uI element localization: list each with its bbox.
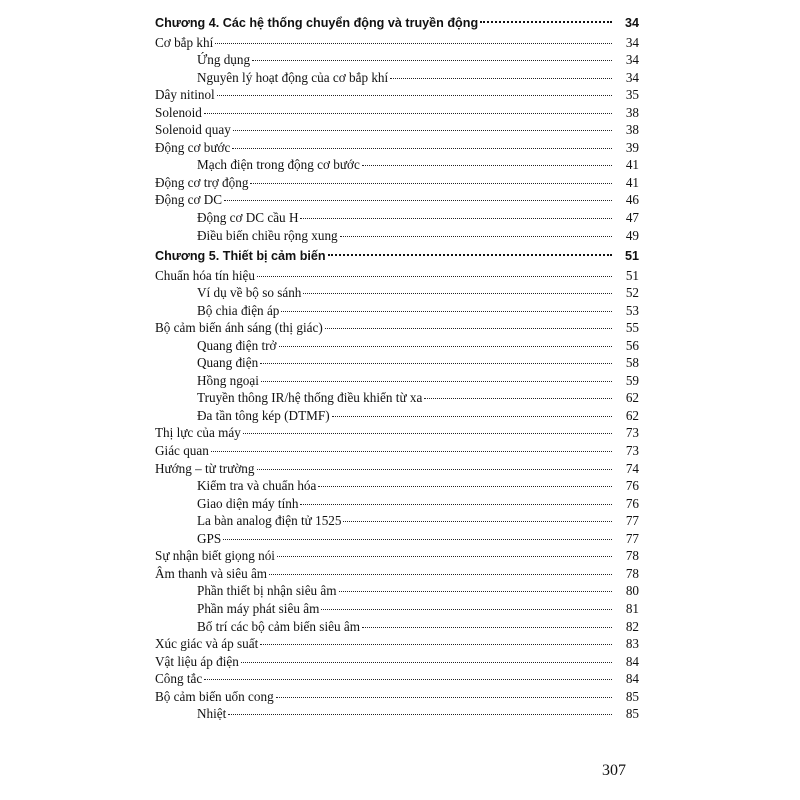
toc-entry-page: 77 — [625, 513, 639, 529]
dot-leader — [362, 627, 612, 628]
dot-leader — [223, 539, 612, 540]
toc-entry-title: Giao diện máy tính — [197, 495, 299, 511]
dot-leader — [390, 78, 612, 79]
toc-entry-title: Hướng – từ trường — [155, 460, 255, 476]
toc-entry-title: La bàn analog điện tử 1525 — [197, 513, 342, 529]
toc-entry-page: 78 — [625, 548, 639, 564]
toc-entry — [155, 139, 639, 157]
toc-entry — [155, 477, 639, 495]
toc-entry-title: Bộ cảm biến uốn cong — [155, 688, 274, 704]
toc-chapter-heading — [155, 247, 639, 267]
toc-entry-page: 34 — [625, 69, 639, 85]
toc-entry — [155, 191, 639, 209]
toc-entry-title: Điều biến chiều rộng xung — [197, 227, 338, 243]
dot-leader — [224, 200, 612, 201]
toc-entry-page: 41 — [625, 157, 639, 173]
toc-entry — [155, 565, 639, 583]
toc-entry — [155, 424, 639, 442]
toc-entry-page: 82 — [625, 618, 639, 634]
toc-entry-page: 81 — [625, 600, 639, 616]
toc-entry — [155, 495, 639, 513]
toc-entry-title: Âm thanh và siêu âm — [155, 565, 268, 581]
toc-entry-page: 52 — [625, 285, 639, 301]
toc-entry-page: 55 — [625, 320, 639, 336]
dot-leader — [279, 346, 613, 347]
toc-entry-title: Bộ chia điện áp — [197, 302, 280, 318]
toc-entry-page: 51 — [624, 249, 639, 264]
toc-entry-title: Ứng dụng — [197, 52, 251, 68]
toc-entry-title: Cơ bắp khí — [155, 34, 214, 50]
toc-entry-title: Hồng ngoại — [197, 372, 259, 388]
toc-entry — [155, 34, 639, 52]
dot-leader — [332, 416, 612, 417]
toc-entry-title: Công tắc — [155, 671, 203, 687]
dot-leader — [204, 679, 612, 680]
toc-entry-title: Truyền thông IR/hệ thống điều khiển từ xa — [197, 390, 423, 406]
dot-leader — [424, 398, 612, 399]
toc-entry-title: Kiểm tra và chuẩn hóa — [197, 478, 317, 494]
toc-entry — [155, 354, 639, 372]
toc-entry-page: 51 — [625, 267, 639, 283]
toc-entry-page: 56 — [625, 337, 639, 353]
dot-leader — [252, 60, 612, 61]
toc-entry-page: 84 — [625, 671, 639, 687]
dot-leader — [204, 113, 612, 114]
toc-entry-title: Vật liệu áp điện — [155, 653, 239, 669]
dot-leader — [276, 697, 612, 698]
toc-entry-title: Chương 5. Thiết bị cảm biến — [155, 249, 326, 264]
toc-entry-title: Phần máy phát siêu âm — [197, 600, 320, 616]
dot-leader — [260, 644, 612, 645]
toc-entry-page: 76 — [625, 495, 639, 511]
toc-entry — [155, 302, 639, 320]
toc-entry — [155, 156, 639, 174]
dot-leader — [340, 236, 612, 237]
toc-entry-title: Động cơ bước — [155, 139, 231, 155]
dot-leader — [328, 254, 612, 256]
toc-entry — [155, 635, 639, 653]
toc-entry-page: 34 — [624, 16, 639, 30]
toc-entry-title: Động cơ DC — [155, 192, 223, 208]
dot-leader — [215, 43, 612, 44]
toc-entry-page: 59 — [625, 372, 639, 388]
toc-entry — [155, 512, 639, 530]
toc-entry — [155, 284, 639, 302]
toc-entry-page: 38 — [625, 122, 639, 138]
toc-entry-page: 74 — [625, 460, 639, 476]
toc-entry-page: 38 — [625, 104, 639, 120]
dot-leader — [303, 293, 612, 294]
toc-entry-title: Chuẩn hóa tín hiệu — [155, 267, 255, 283]
toc-entry-title: Bộ cảm biến ánh sáng (thị giác) — [155, 320, 323, 336]
toc-entry — [155, 582, 639, 600]
toc-entry-title: Chương 4. Các hệ thống chuyển động và truyền động — [155, 16, 479, 30]
dot-leader — [318, 486, 612, 487]
dot-leader — [300, 504, 612, 505]
table-of-contents — [155, 14, 639, 723]
toc-entry — [155, 86, 639, 104]
toc-entry — [155, 227, 639, 245]
toc-entry-page: 47 — [625, 209, 639, 225]
toc-entry — [155, 547, 639, 565]
dot-leader — [260, 363, 612, 364]
toc-entry — [155, 209, 639, 227]
toc-entry-title: Xúc giác và áp suất — [155, 636, 259, 652]
toc-entry — [155, 319, 639, 337]
dot-leader — [241, 662, 612, 663]
toc-entry-page: 41 — [625, 174, 639, 190]
dot-leader — [300, 218, 612, 219]
toc-entry — [155, 600, 639, 618]
toc-entry-title: Thị lực của máy — [155, 425, 241, 441]
toc-entry — [155, 653, 639, 671]
toc-entry-title: Ví dụ về bộ so sánh — [197, 285, 302, 301]
toc-entry-page: 53 — [625, 302, 639, 318]
toc-entry-title: Bố trí các bộ cảm biến siêu âm — [197, 618, 360, 634]
toc-entry-title: Mạch điện trong động cơ bước — [197, 157, 360, 173]
dot-leader — [232, 148, 612, 149]
toc-entry-page: 58 — [625, 355, 639, 371]
dot-leader — [339, 591, 612, 592]
toc-entry-page: 73 — [625, 443, 639, 459]
toc-entry-title: Đa tần tông kép (DTMF) — [197, 407, 330, 423]
toc-entry-page: 80 — [625, 583, 639, 599]
toc-entry-title: Nhiệt — [197, 706, 227, 722]
dot-leader — [211, 451, 612, 452]
toc-entry — [155, 372, 639, 390]
toc-entry-title: Solenoid — [155, 104, 202, 120]
toc-entry — [155, 174, 639, 192]
toc-entry-page: 85 — [625, 688, 639, 704]
dot-leader — [480, 21, 612, 23]
toc-entry-page: 77 — [625, 530, 639, 546]
toc-entry-title: Động cơ DC cầu H — [197, 209, 299, 225]
toc-entry-page: 34 — [625, 52, 639, 68]
dot-leader — [257, 469, 613, 470]
toc-entry — [155, 337, 639, 355]
dot-leader — [343, 521, 612, 522]
dot-leader — [233, 130, 612, 131]
dot-leader — [269, 574, 612, 575]
toc-entry — [155, 442, 639, 460]
toc-entry — [155, 407, 639, 425]
toc-chapter-heading — [155, 14, 639, 34]
dot-leader — [250, 183, 612, 184]
toc-entry-page: 62 — [625, 390, 639, 406]
dot-leader — [277, 556, 612, 557]
toc-entry-title: Nguyên lý hoạt động của cơ bắp khí — [197, 69, 389, 85]
dot-leader — [217, 95, 612, 96]
dot-leader — [362, 165, 612, 166]
dot-leader — [243, 433, 612, 434]
toc-entry-title: Giác quan — [155, 443, 209, 459]
toc-entry-page: 76 — [625, 478, 639, 494]
toc-entry-title: Động cơ trợ động — [155, 174, 249, 190]
toc-entry — [155, 267, 639, 285]
toc-entry — [155, 530, 639, 548]
toc-entry-title: Phần thiết bị nhận siêu âm — [197, 583, 337, 599]
toc-entry-page: 39 — [625, 139, 639, 155]
toc-entry-title: Sự nhận biết giọng nói — [155, 548, 275, 564]
toc-entry — [155, 389, 639, 407]
toc-entry — [155, 69, 639, 87]
toc-entry-title: GPS — [197, 530, 222, 546]
toc-entry-title: Quang điện — [197, 355, 259, 371]
page-number: 307 — [602, 762, 626, 779]
toc-entry — [155, 705, 639, 723]
toc-entry-page: 83 — [625, 636, 639, 652]
toc-entry — [155, 121, 639, 139]
dot-leader — [321, 609, 612, 610]
toc-entry-page: 84 — [625, 653, 639, 669]
toc-entry-page: 78 — [625, 565, 639, 581]
dot-leader — [257, 276, 612, 277]
toc-entry — [155, 460, 639, 478]
toc-entry — [155, 104, 639, 122]
dot-leader — [325, 328, 612, 329]
toc-entry-page: 34 — [625, 34, 639, 50]
toc-entry — [155, 688, 639, 706]
dot-leader — [261, 381, 612, 382]
dot-leader — [228, 714, 612, 715]
toc-entry-title: Quang điện trở — [197, 337, 277, 353]
toc-entry-page: 46 — [625, 192, 639, 208]
toc-entry — [155, 670, 639, 688]
toc-entry-page: 73 — [625, 425, 639, 441]
toc-entry-title: Dây nitinol — [155, 87, 215, 103]
toc-entry-title: Solenoid quay — [155, 122, 231, 138]
toc-entry — [155, 618, 639, 636]
dot-leader — [281, 311, 612, 312]
toc-entry-page: 62 — [625, 407, 639, 423]
toc-entry-page: 85 — [625, 706, 639, 722]
toc-entry-page: 49 — [625, 227, 639, 243]
toc-entry-page: 35 — [625, 87, 639, 103]
toc-entry — [155, 51, 639, 69]
